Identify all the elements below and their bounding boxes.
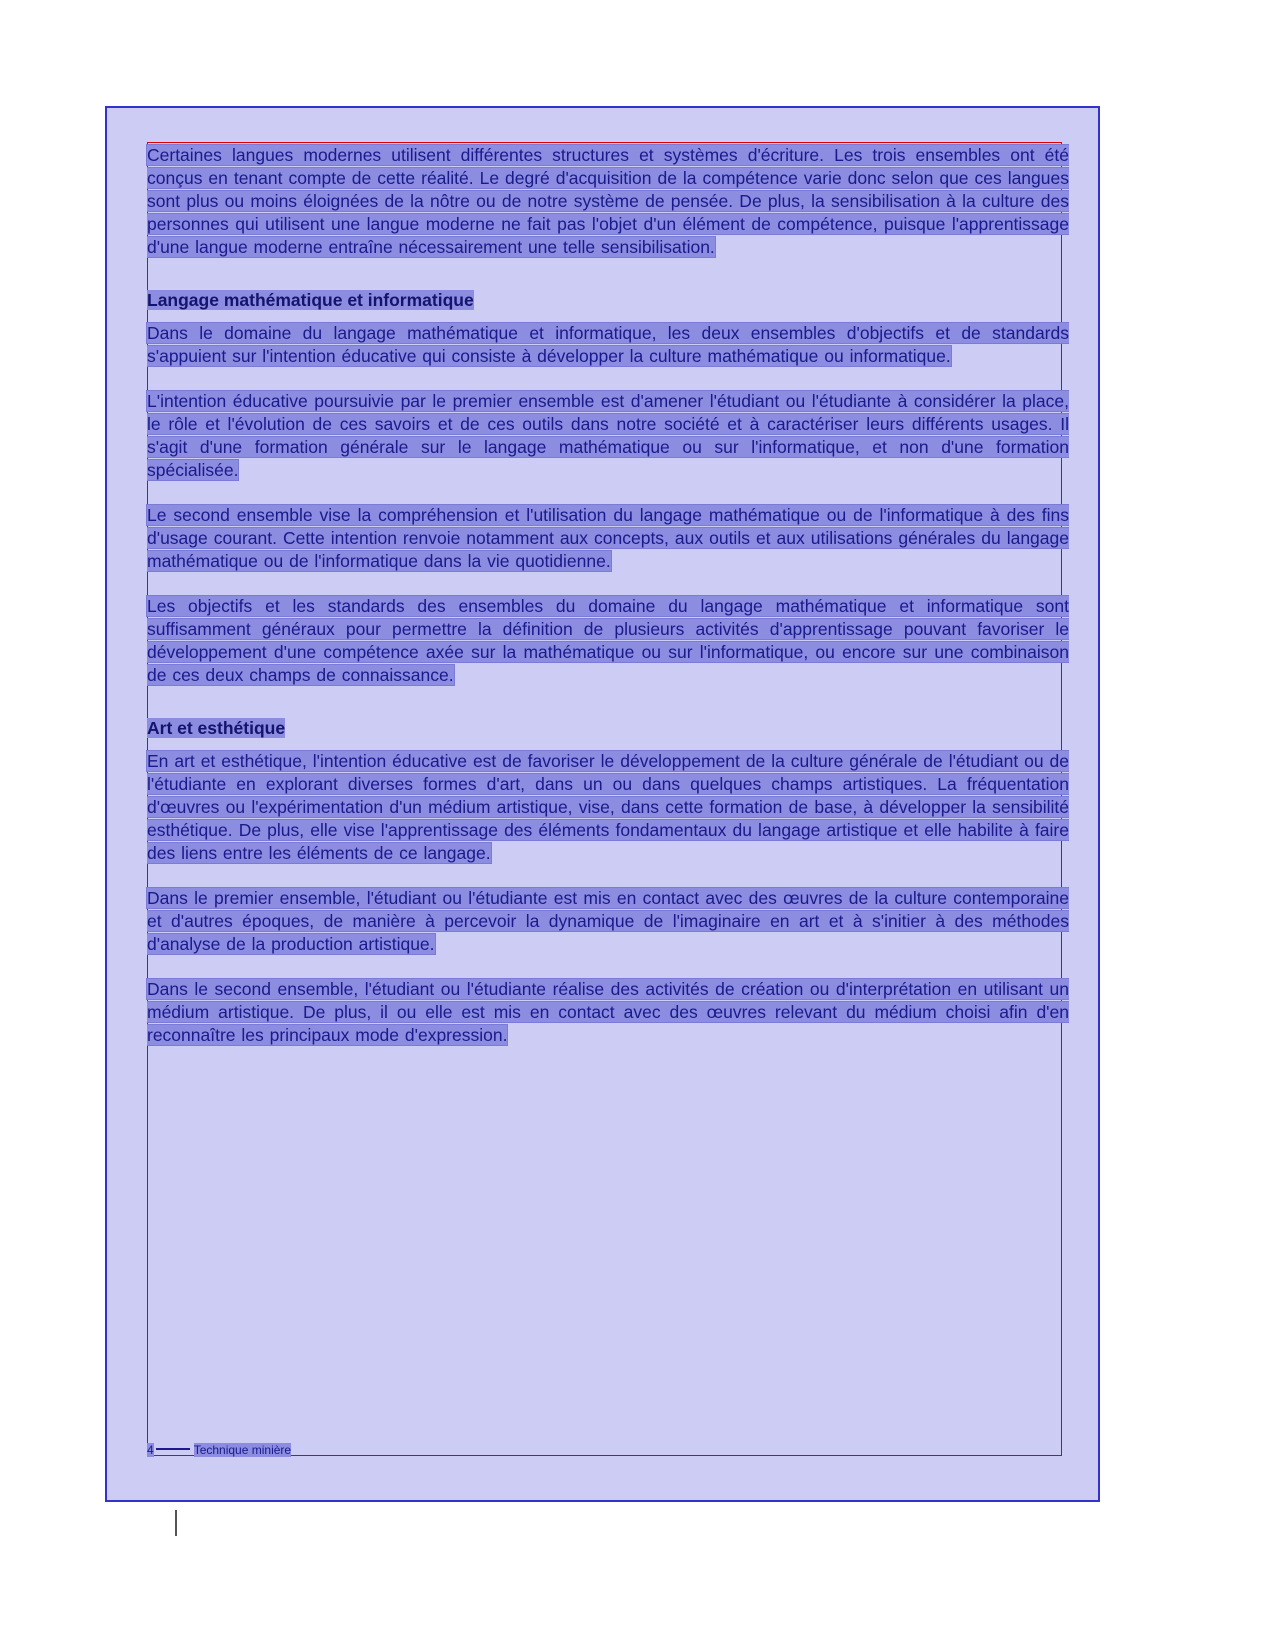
footer-page-number: 4: [147, 1443, 154, 1457]
document-page[interactable]: [105, 106, 1100, 1502]
footer-label: Technique minière: [193, 1443, 292, 1457]
heading-text: Art et esthétique: [147, 718, 286, 738]
heading-text: Langage mathématique et informatique: [147, 290, 474, 310]
text-cursor: [175, 1510, 177, 1536]
page-footer: [147, 1443, 347, 1457]
paragraph-text: Le second ensemble vise la compréhension et l'utilisation du langage mathématique ou de l'informatique à des fins d'usage courant. Cette intention renvoie notamment aux concepts, aux outils et aux utilisations générales du langage mathématique ou de l'informatique dans la vie quotidienne.: [147, 505, 1069, 571]
footer-rule: [156, 1448, 190, 1450]
paragraph-text: Dans le premier ensemble, l'étudiant ou l'étudiante est mis en contact avec des œuvres de la culture contemporaine et d'autres époques, de manière à percevoir la dynamique de l'imaginaire en art et à s'initier à des méthodes d'analyse de la production artistique.: [147, 888, 1069, 954]
paragraph-text: Les objectifs et les standards des ensembles du domaine du langage mathématique et informatique sont suffisamment généraux pour permettre la définition de plusieurs activités d'apprentissage pouvant favoriser le développement d'une compétence axée sur la mathématique ou sur l'informatique, ou encore sur une combinaison de ces deux champs de connaissance.: [147, 596, 1069, 685]
paragraph-text: Dans le domaine du langage mathématique et informatique, les deux ensembles d'objectifs et de standards s'appuient sur l'intention éducative qui consiste à développer la culture mathématique ou informatique.: [147, 323, 1069, 366]
paragraph[interactable]: [147, 144, 1069, 259]
paragraph[interactable]: [147, 887, 1069, 956]
paragraph-text: Dans le second ensemble, l'étudiant ou l'étudiante réalise des activités de création ou d'interprétation en utilisant un médium artistique. De plus, il ou elle est mis en contact avec des œuvres relevant du médium choisi afin d'en reconnaître les principaux mode d'expression.: [147, 979, 1069, 1045]
paragraph-text: Certaines langues modernes utilisent différentes structures et systèmes d'écriture. Les trois ensembles ont été conçus en tenant compte de cette réalité. Le degré d'acquisition de la compétence varie donc selon que ces langues sont plus ou moins éloignées de la nôtre ou de notre système de pensée. De plus, la sensibilisation à la culture des personnes qui utilisent une langue moderne ne fait pas l'objet d'un élément de compétence, puisque l'apprentissage d'une langue moderne entraîne nécessairement une telle sensibilisation.: [147, 145, 1069, 257]
paragraph[interactable]: [147, 504, 1069, 573]
paragraph-text: En art et esthétique, l'intention éducative est de favoriser le développement de la culture générale de l'étudiant ou de l'étudiante en explorant diverses formes d'art, dans un ou dans quelques champs artistiques. La fréquentation d'œuvres ou l'expérimentation d'un médium artistique, vise, dans cette formation de base, à développer la sensibilité esthétique. De plus, elle vise l'apprentissage des éléments fondamentaux du langage artistique et elle habilite à faire des liens entre les éléments de ce langage.: [147, 751, 1069, 863]
paragraph[interactable]: [147, 322, 1069, 368]
paragraph[interactable]: [147, 978, 1069, 1047]
paragraph[interactable]: [147, 595, 1069, 687]
document-content: [147, 144, 1069, 1047]
section-heading-art-et-esthetique[interactable]: [147, 717, 1069, 740]
paragraph[interactable]: [147, 750, 1069, 865]
paragraph[interactable]: [147, 390, 1069, 482]
paragraph-text: L'intention éducative poursuivie par le premier ensemble est d'amener l'étudiant ou l'étudiante à considérer la place, le rôle et l'évolution de ces savoirs et de ces outils dans notre société et à caractériser leurs différents usages. Il s'agit d'une formation générale sur le langage mathématique ou sur l'informatique, et non d'une formation spécialisée.: [147, 391, 1069, 480]
section-heading-langage-mathematique[interactable]: [147, 289, 1069, 312]
